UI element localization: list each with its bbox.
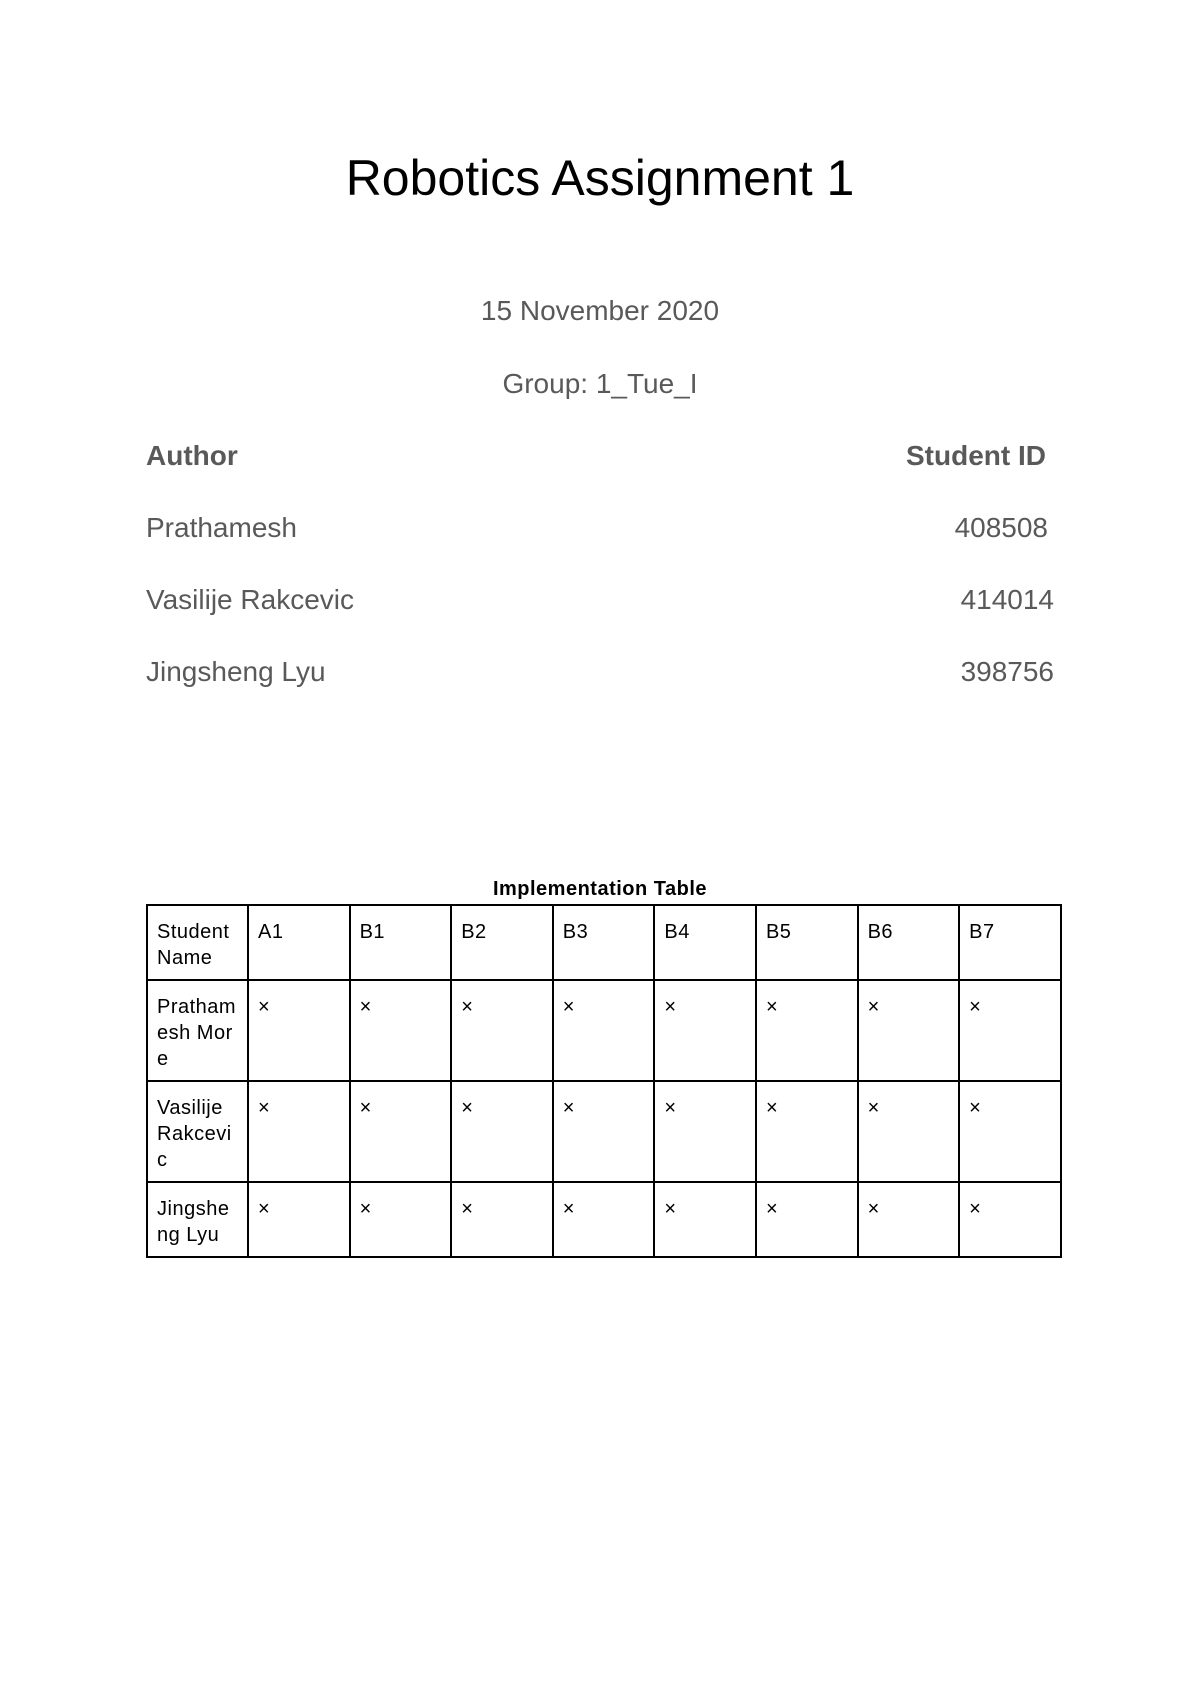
column-header: B4 [654, 905, 756, 980]
column-header: A1 [248, 905, 350, 980]
implementation-mark: × [959, 1081, 1061, 1182]
implementation-mark: × [451, 1182, 553, 1257]
implementation-mark: × [959, 1182, 1061, 1257]
student-name-cell: Vasilije Rakcevic [147, 1081, 248, 1182]
student-name-cell: Jingsheng Lyu [147, 1182, 248, 1257]
student-id-column-heading: Student ID [906, 440, 1046, 471]
implementation-mark: × [248, 980, 350, 1081]
document-title: Robotics Assignment 1 [345, 150, 855, 206]
author-row [146, 582, 1054, 654]
implementation-table-caption: Implementation Table [492, 878, 708, 900]
implementation-mark: × [654, 1182, 756, 1257]
column-header: B6 [858, 905, 960, 980]
student-name-cell: Prathamesh More [147, 980, 248, 1081]
table-header-row [147, 905, 1061, 980]
implementation-mark: × [756, 980, 858, 1081]
column-header: B1 [350, 905, 452, 980]
implementation-mark: × [248, 1182, 350, 1257]
column-header: B7 [959, 905, 1061, 980]
author-name: Vasilije Rakcevic [146, 584, 354, 615]
implementation-mark: × [350, 1081, 452, 1182]
implementation-mark: × [756, 1081, 858, 1182]
table-row [147, 1182, 1061, 1257]
table-row [147, 1081, 1061, 1182]
implementation-mark: × [350, 1182, 452, 1257]
author-name: Prathamesh [146, 512, 297, 543]
author-name: Jingsheng Lyu [146, 656, 326, 687]
column-header: B5 [756, 905, 858, 980]
implementation-mark: × [553, 980, 655, 1081]
document-date: 15 November 2020 [480, 295, 720, 326]
implementation-mark: × [248, 1081, 350, 1182]
implementation-mark: × [451, 980, 553, 1081]
student-id: 408508 [954, 512, 1048, 543]
implementation-table [146, 904, 1062, 1258]
table-row [147, 980, 1061, 1081]
author-column-heading: Author [146, 440, 238, 471]
author-row [146, 510, 1054, 582]
implementation-mark: × [350, 980, 452, 1081]
implementation-mark: × [654, 980, 756, 1081]
student-id: 398756 [960, 656, 1054, 687]
column-header: B2 [451, 905, 553, 980]
implementation-mark: × [451, 1081, 553, 1182]
column-header: Student Name [147, 905, 248, 980]
author-list [146, 438, 1054, 726]
implementation-mark: × [553, 1081, 655, 1182]
implementation-mark: × [858, 980, 960, 1081]
implementation-mark: × [858, 1081, 960, 1182]
implementation-mark: × [654, 1081, 756, 1182]
author-row [146, 654, 1054, 726]
implementation-mark: × [858, 1182, 960, 1257]
column-header: B3 [553, 905, 655, 980]
group-label: Group: 1_Tue_I [502, 368, 698, 399]
implementation-mark: × [553, 1182, 655, 1257]
student-id: 414014 [960, 584, 1054, 615]
implementation-mark: × [959, 980, 1061, 1081]
implementation-mark: × [756, 1182, 858, 1257]
author-list-header [146, 438, 1054, 510]
